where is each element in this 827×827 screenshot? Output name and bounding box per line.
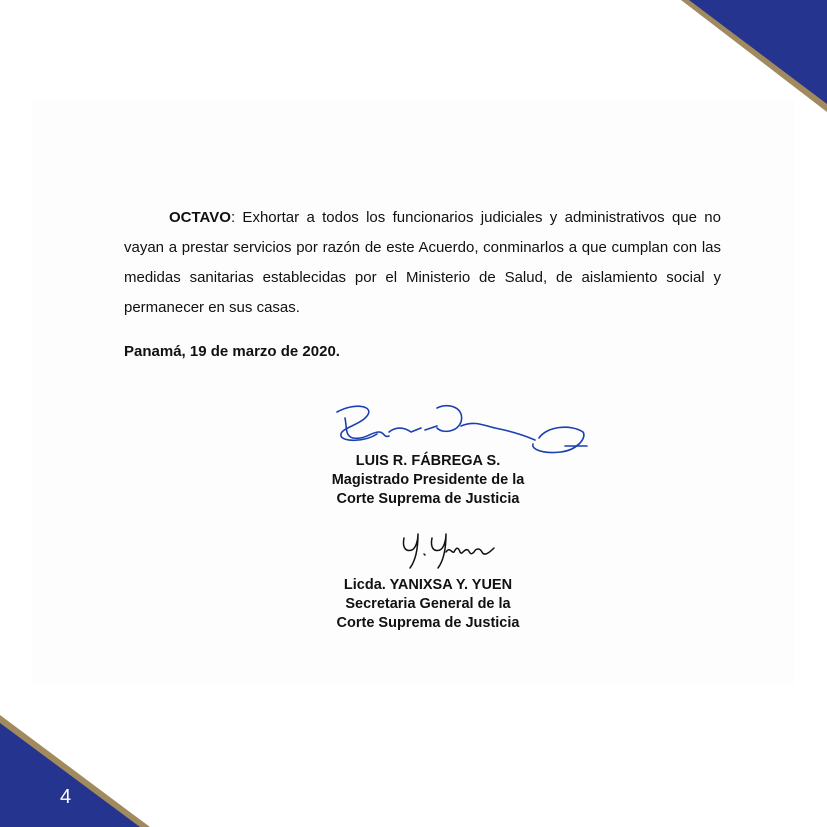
signatory-1-name: LUIS R. FÁBREGA S. [355, 453, 501, 469]
signatory-1-block [288, 452, 568, 509]
signatory-1-title-line-1: Magistrado Presidente de la [331, 472, 525, 488]
signatory-2-name: Licda. YANIXSA Y. YUEN [343, 577, 513, 593]
clause-label: OCTAVO [169, 209, 231, 226]
clause-text: : Exhortar a todos los funcionarios judiciales y administrativos que no vayan a prestar servicios por razón de este Acuerdo, conminarlos a que cumplan con las medidas sanitarias establecidas por el Ministerio de Salud, de aislamiento social y permanecer en sus casas. [124, 209, 721, 316]
date-line: Panamá, 19 de marzo de 2020. [124, 343, 340, 360]
clause-paragraph [124, 203, 721, 323]
signatory-2-title-line-1: Secretaria General de la [345, 596, 511, 612]
signatory-1-title-line-2: Corte Suprema de Justicia [336, 491, 520, 507]
signatory-2-title-line-2: Corte Suprema de Justicia [336, 615, 520, 631]
page-number: 4 [60, 786, 72, 808]
signatory-2-block [288, 576, 568, 633]
signature-yuen [398, 530, 498, 572]
corner-decoration-bottom-left [0, 707, 160, 827]
